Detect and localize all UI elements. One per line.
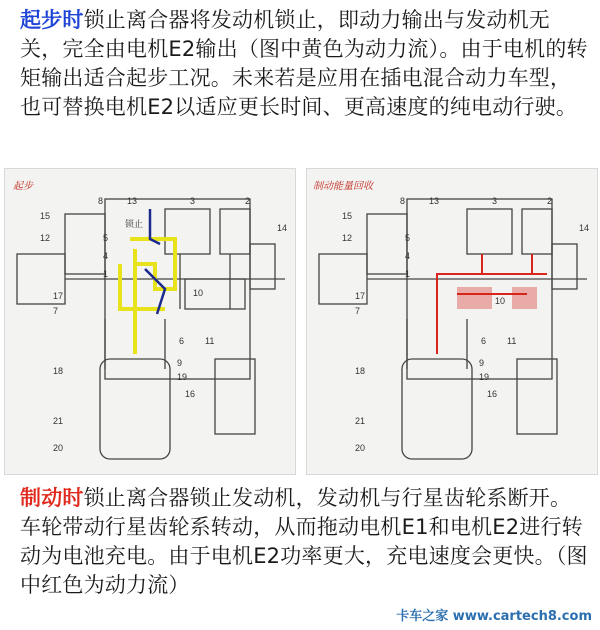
start-diagram-svg bbox=[5, 169, 295, 474]
braking-label-19: 19 bbox=[479, 372, 490, 382]
start-label-10: 10 bbox=[193, 288, 204, 298]
diagram-braking bbox=[306, 168, 598, 475]
start-label-5: 5 bbox=[103, 233, 109, 243]
braking-label-3: 3 bbox=[492, 196, 498, 206]
braking-label-5: 5 bbox=[405, 233, 411, 243]
braking-label-12: 12 bbox=[342, 233, 353, 243]
braking-label-20: 20 bbox=[355, 443, 366, 453]
start-label-7: 7 bbox=[53, 306, 59, 316]
start-label-14: 14 bbox=[277, 223, 288, 233]
braking-label-13: 13 bbox=[429, 196, 440, 206]
braking-label-21: 21 bbox=[355, 416, 366, 426]
braking-label-9: 9 bbox=[479, 358, 485, 368]
bottom-paragraph bbox=[20, 484, 588, 600]
start-label-18: 18 bbox=[53, 366, 64, 376]
start-label-11: 11 bbox=[205, 336, 215, 346]
start-label-9: 9 bbox=[177, 358, 183, 368]
braking-label-1: 1 bbox=[405, 269, 411, 279]
braking-label-15: 15 bbox=[342, 211, 353, 221]
braking-label-10: 10 bbox=[495, 296, 506, 306]
braking-heading: 制动时 bbox=[20, 486, 84, 510]
top-paragraph bbox=[20, 6, 588, 122]
start-label-13: 13 bbox=[127, 196, 138, 206]
start-heading: 起步时 bbox=[20, 8, 84, 32]
start-label-12: 12 bbox=[40, 233, 51, 243]
start-description: 锁止离合器将发动机锁止，即动力输出与发动机无关，完全由电机E2输出（图中黄色为动力流）。由于电机的转矩输出适合起步工况。未来若是应用在插电混合动力车型，也可替换电机E2以适应更长时间、更高速度的纯电动行驶。 bbox=[20, 8, 588, 119]
watermark: 卡车之家 www.cartech8.com bbox=[396, 609, 592, 624]
braking-label-7: 7 bbox=[355, 306, 361, 316]
start-label-6: 6 bbox=[179, 336, 185, 346]
start-lock-path bbox=[145, 209, 165, 314]
start-label-2: 2 bbox=[245, 196, 251, 206]
braking-label-16: 16 bbox=[487, 389, 498, 399]
start-label-8: 8 bbox=[98, 196, 104, 206]
start-label-17: 17 bbox=[53, 291, 64, 301]
braking-label-18: 18 bbox=[355, 366, 366, 376]
braking-label-2: 2 bbox=[547, 196, 553, 206]
start-label-4: 4 bbox=[103, 251, 109, 261]
start-label-1: 1 bbox=[103, 269, 109, 279]
start-lock-label: 锁止 bbox=[125, 219, 144, 229]
braking-description: 锁止离合器锁止发动机，发动机与行星齿轮系断开。车轮带动行星齿轮系转动，从而拖动电机E1和电机E2进行转动为电池充电。由于电机E2功率更大，充电速度会更快。（图中红色为动力流） bbox=[20, 486, 588, 597]
braking-label-14: 14 bbox=[579, 223, 590, 233]
start-label-15: 15 bbox=[40, 211, 51, 221]
start-label-20: 20 bbox=[53, 443, 64, 453]
braking-label-8: 8 bbox=[400, 196, 406, 206]
start-label-21: 21 bbox=[53, 416, 64, 426]
start-handwritten-label: 起步 bbox=[13, 181, 33, 192]
diagram-start bbox=[4, 168, 296, 475]
braking-handwritten-label: 制动能量回收 bbox=[313, 181, 373, 192]
start-label-16: 16 bbox=[185, 389, 196, 399]
start-label-19: 19 bbox=[177, 372, 188, 382]
start-label-3: 3 bbox=[190, 196, 196, 206]
braking-label-11: 11 bbox=[507, 336, 517, 346]
braking-label-6: 6 bbox=[481, 336, 487, 346]
braking-label-17: 17 bbox=[355, 291, 366, 301]
braking-diagram-svg bbox=[307, 169, 597, 474]
braking-label-4: 4 bbox=[405, 251, 411, 261]
start-flow-path bbox=[120, 239, 175, 354]
